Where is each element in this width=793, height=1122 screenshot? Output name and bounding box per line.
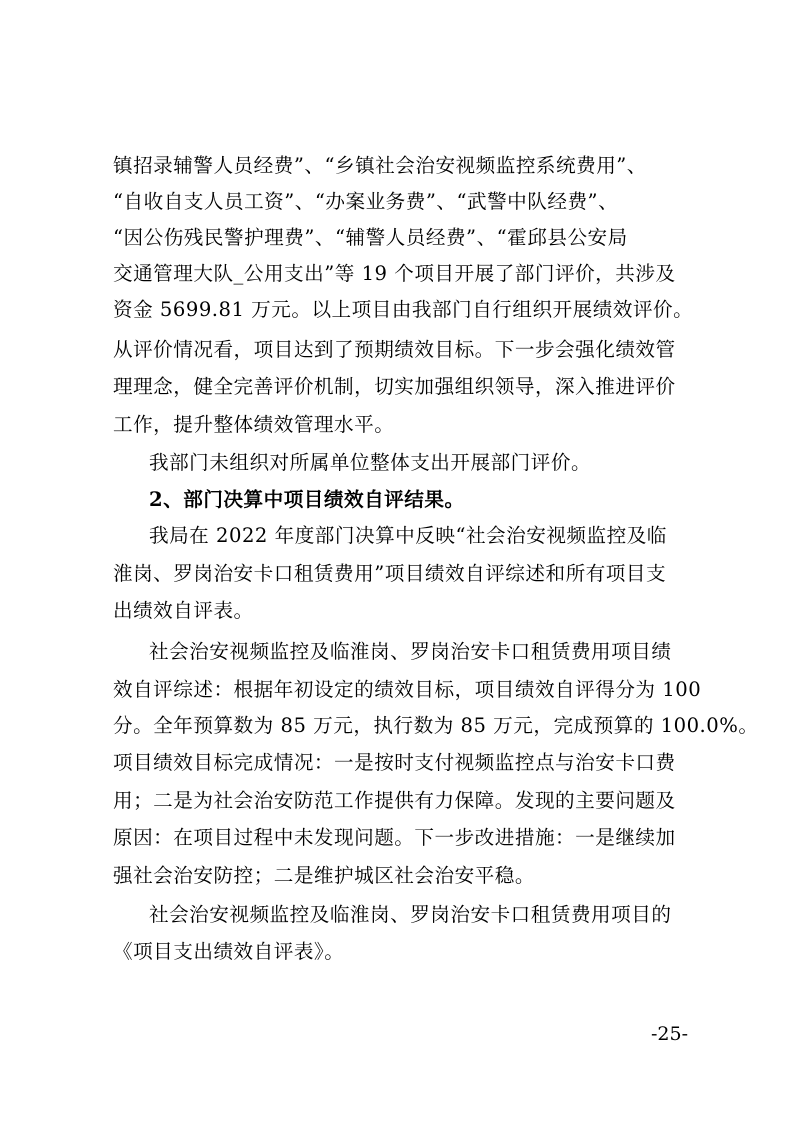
paragraph-line: 理理念，健全完善评价机制，切实加强组织领导，深入推进评价	[113, 375, 676, 398]
paragraph-line: 交通管理大队_公用支出”等 19 个项目开展了部门评价，共涉及	[113, 262, 676, 285]
paragraph-line: 我部门未组织对所属单位整体支出开展部门评价。	[149, 451, 592, 474]
paragraph-line: 强社会治安防控；二是维护城区社会治安平稳。	[113, 864, 535, 887]
paragraph-line: 《项目支出绩效自评表》。	[113, 940, 345, 963]
paragraph-line: 工作，提升整体绩效管理水平。	[113, 413, 395, 436]
paragraph-line: 项目绩效目标完成情况：一是按时支付视频监控点与治安卡口费	[113, 751, 676, 774]
paragraph-line: 原因：在项目过程中未发现问题。下一步改进措施：一是继续加	[113, 826, 676, 849]
paragraph-line: 社会治安视频监控及临淮岗、罗岗治安卡口租赁费用项目的	[149, 903, 672, 926]
paragraph-line: 资金 5699.81 万元。以上项目由我部门自行组织开展绩效评价。	[113, 298, 694, 321]
paragraph-line: 从评价情况看，项目达到了预期绩效目标。下一步会强化绩效管	[113, 338, 676, 361]
paragraph-line: 社会治安视频监控及临淮岗、罗岗治安卡口租赁费用项目绩	[149, 640, 672, 663]
paragraph-line: 用；二是为社会治安防范工作提供有力保障。发现的主要问题及	[113, 789, 676, 812]
paragraph-line: 镇招录辅警人员经费”、“乡镇社会治安视频监控系统费用”、	[113, 154, 647, 177]
paragraph-line: 效自评综述：根据年初设定的绩效目标，项目绩效自评得分为 100	[113, 678, 702, 701]
page-number: -25-	[651, 1023, 689, 1045]
paragraph-line: 分。全年预算数为 85 万元，执行数为 85 万元，完成预算的 100.0%。	[113, 714, 759, 737]
paragraph-line: “自收自支人员工资”、“办案业务费”、“武警中队经费”、	[113, 190, 619, 213]
paragraph-line: 我局在 2022 年度部门决算中反映“社会治安视频监控及临	[149, 524, 667, 547]
section-heading: 2、部门决算中项目绩效自评结果。	[149, 488, 465, 511]
paragraph-line: 淮岗、罗岗治安卡口租赁费用”项目绩效自评综述和所有项目支	[113, 562, 667, 585]
paragraph-line: “因公伤残民警护理费”、“辅警人员经费”、“霍邱县公安局	[113, 226, 628, 249]
paragraph-line: 出绩效自评表。	[113, 599, 254, 622]
